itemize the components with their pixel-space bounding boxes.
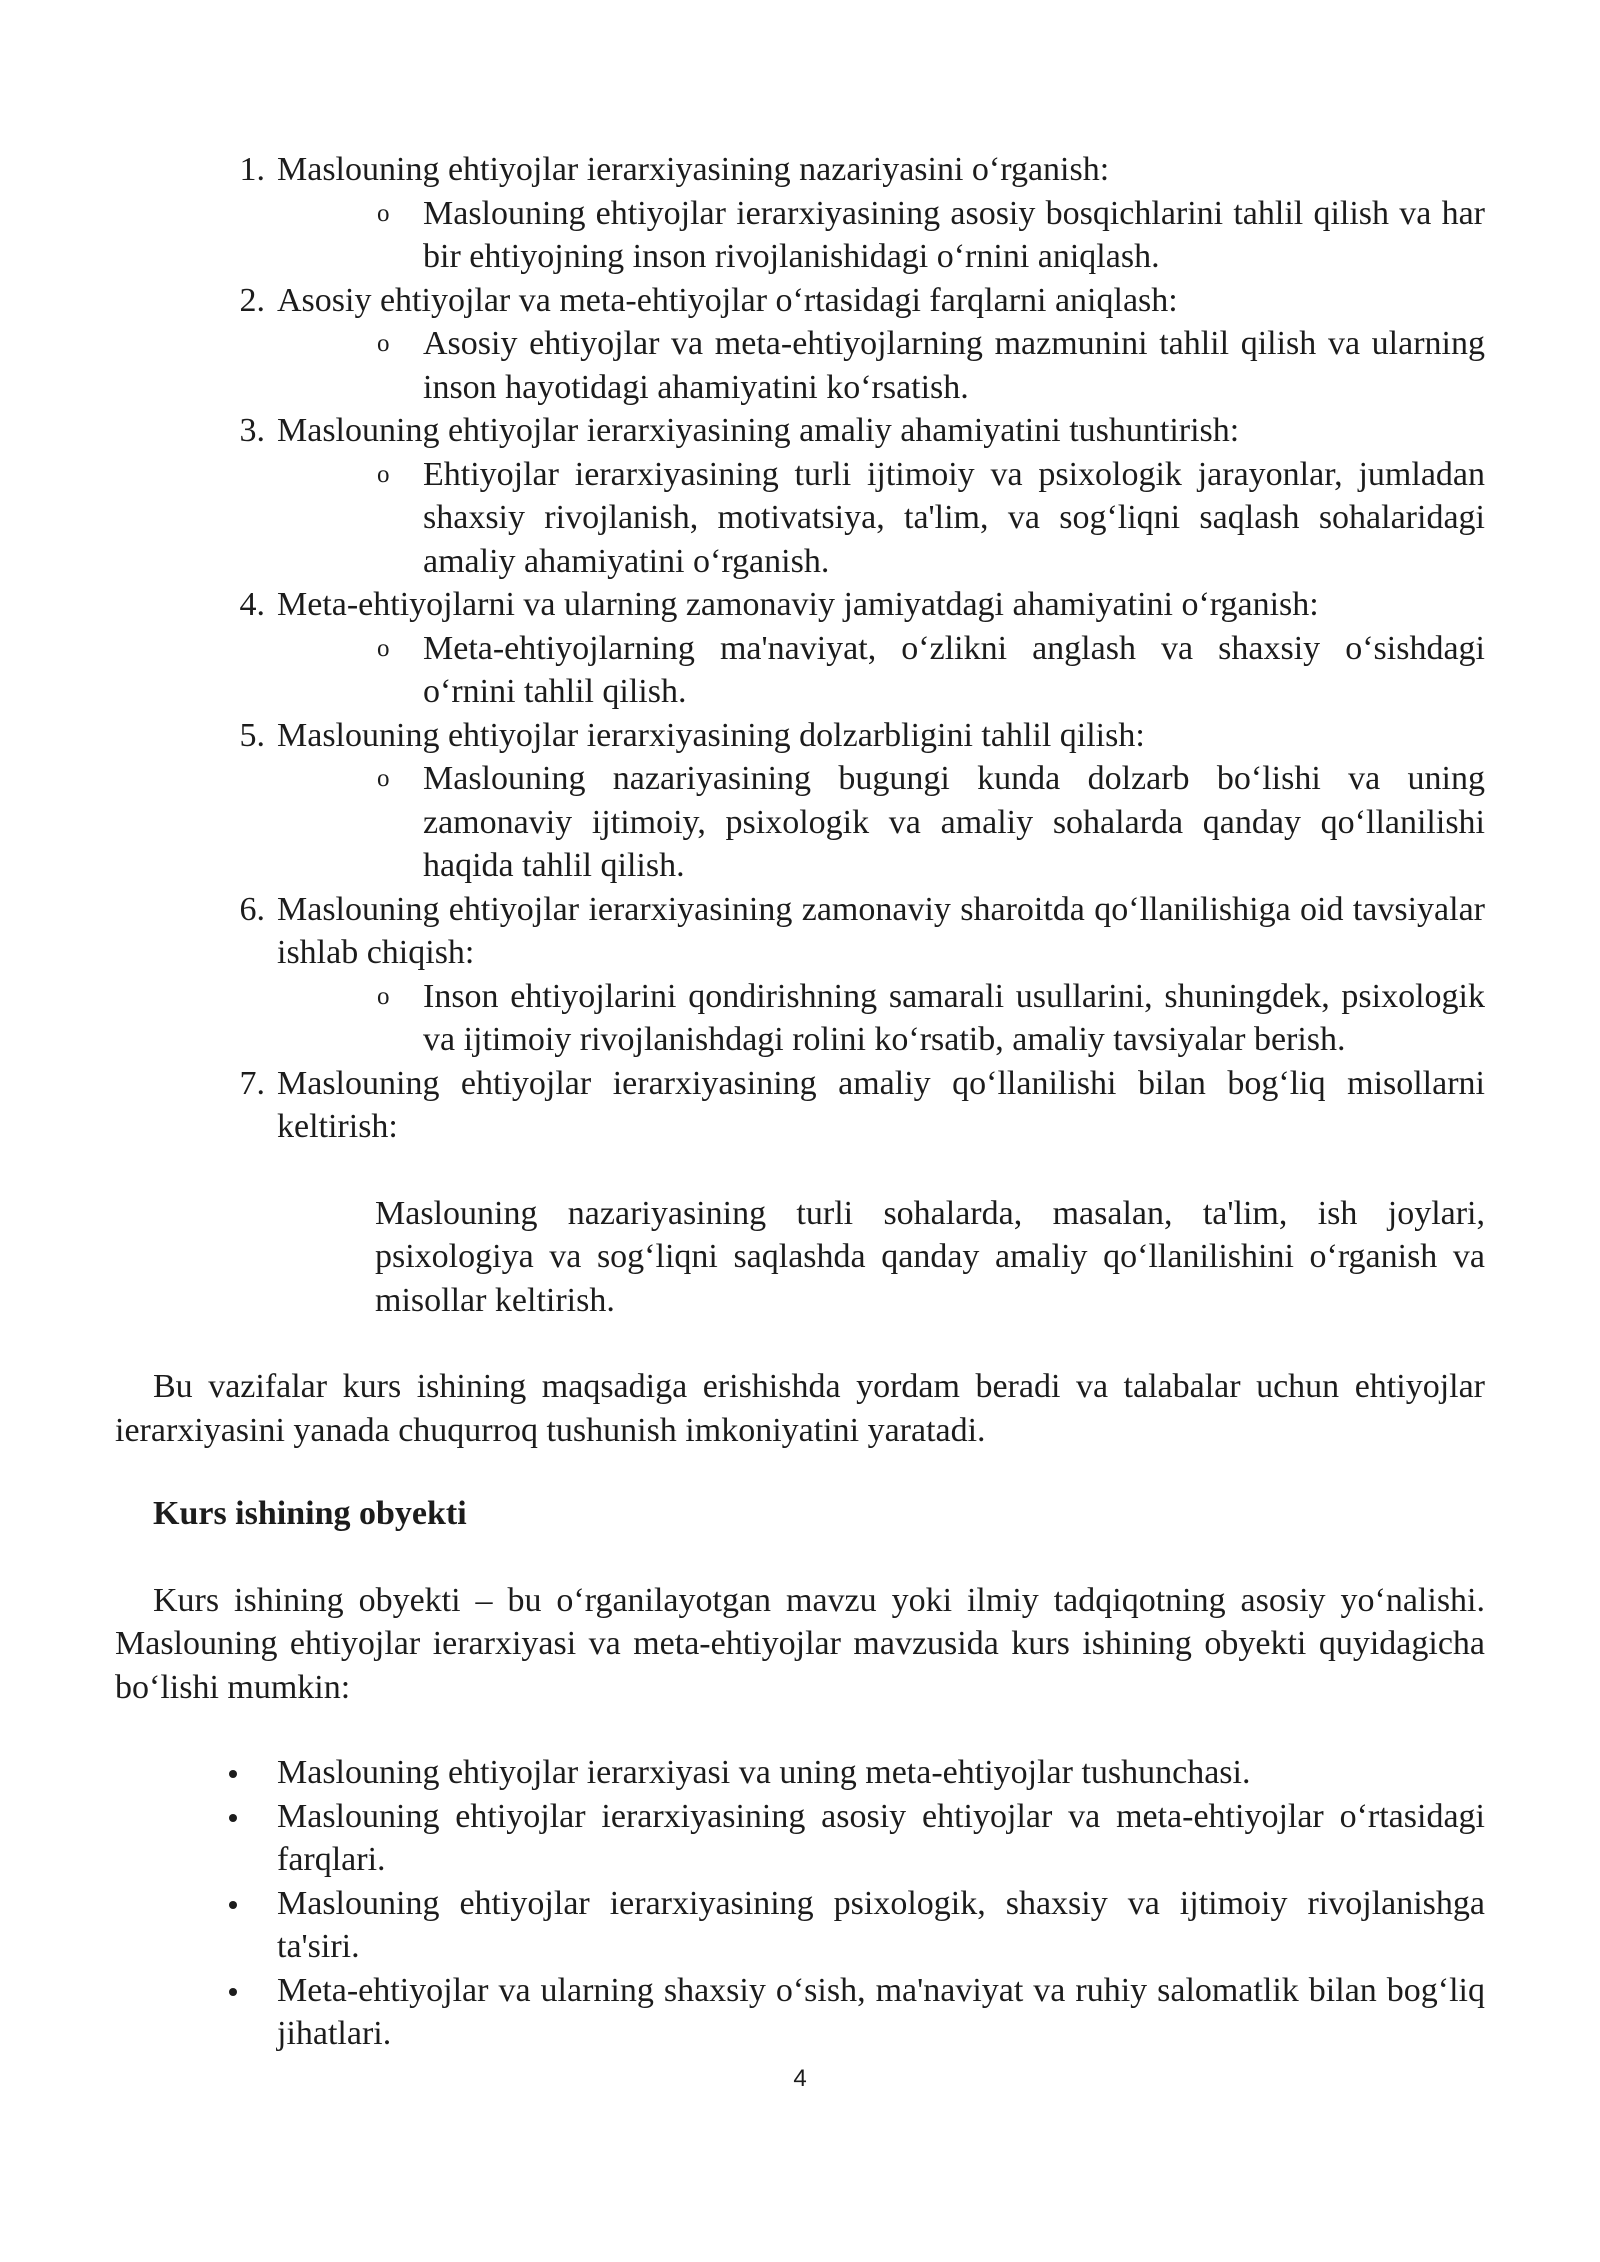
summary-paragraph: Bu vazifalar kurs ishining maqsadiga erishishda yordam beradi va talabalar uchun ehtiyojlar ierarxiyasini yanada chuqurroq tushunish imkoniyatini yaratadi. — [115, 1368, 1485, 1449]
bullet-dot-icon — [229, 1770, 237, 1778]
task-number: 1. — [239, 151, 265, 188]
list-item-text: Maslouning ehtiyojlar ierarxiyasining psixologik, shaxsiy va ijtimoiy rivojlanishga ta'siri. — [277, 1884, 1485, 1965]
list-item — [115, 1969, 1485, 2056]
task-subitem-text: Maslouning ehtiyojlar ierarxiyasining asosiy bosqichlarini tahlil qilish va har bir ehtiyojning inson rivojlanishidagi o‘rnini aniqlash. — [423, 194, 1485, 275]
page-number: 4 — [793, 2065, 807, 2092]
task-number: 7. — [239, 1064, 265, 1102]
task-subitem — [115, 453, 1485, 584]
task-number: 5. — [239, 716, 265, 754]
task-subitem-text: Maslouning nazariyasining bugungi kunda dolzarb bo‘lishi va uning zamonaviy ijtimoiy, psixologik va amaliy sohalarda qanday qo‘llanilishi haqida tahlil qilish. — [423, 760, 1485, 884]
task-subitem-text: Inson ehtiyojlarini qondirishning samarali usullarini, shuningdek, psixologik va ijtimoiy rivojlanishdagi rolini ko‘rsatib, amaliy tavsiyalar berish. — [423, 977, 1485, 1058]
task-subitem-text: Ehtiyojlar ierarxiyasining turli ijtimoiy va psixologik jarayonlar, jumladan shaxsiy rivojlanish, motivatsiya, ta'lim, va sog‘liqni saqlash sohalaridagi amaliy ahamiyatini o‘rganish. — [423, 455, 1485, 580]
list-item-text: Meta-ehtiyojlar va ularning shaxsiy o‘sish, ma'naviyat va ruhiy salomatlik bilan bog‘liq jihatlari. — [277, 1971, 1485, 2052]
task-item — [115, 148, 1485, 192]
task-title: Maslouning ehtiyojlar ierarxiyasining nazariyasini o‘rganish: — [277, 151, 1110, 188]
task-number: 2. — [239, 281, 265, 319]
list-item — [115, 1882, 1485, 1969]
task-item — [115, 409, 1485, 453]
task-number: 4. — [239, 586, 265, 623]
list-item-text: Maslouning ehtiyojlar ierarxiyasining asosiy ehtiyojlar va meta-ehtiyojlar o‘rtasidagi farqlari. — [277, 1797, 1485, 1878]
task-item — [115, 888, 1485, 975]
sub-bullet-mark: o — [377, 982, 390, 1010]
task-subitem — [115, 322, 1485, 409]
sub-bullet-mark: o — [377, 460, 390, 488]
task-subitem-text: Meta-ehtiyojlarning ma'naviyat, o‘zlikni anglash va shaxsiy o‘sishdagi o‘rnini tahlil qilish. — [423, 629, 1485, 710]
bullet-dot-icon — [229, 1901, 237, 1909]
list-item-text: Maslouning ehtiyojlar ierarxiyasi va uning meta-ehtiyojlar tushunchasi. — [277, 1754, 1251, 1791]
list-item — [115, 1751, 1485, 1795]
task-item — [115, 583, 1485, 627]
task-number: 6. — [239, 890, 265, 928]
sub-bullet-mark: o — [377, 634, 390, 662]
task-subitem — [115, 627, 1485, 714]
task-title: Maslouning ehtiyojlar ierarxiyasining zamonaviy sharoitda qo‘llanilishiga oid tavsiyalar ishlab chiqish: — [277, 890, 1485, 971]
section-heading: Kurs ishining obyekti — [153, 1495, 467, 1532]
bullet-dot-icon — [229, 1814, 237, 1822]
task-title: Meta-ehtiyojlarni va ularning zamonaviy jamiyatdagi ahamiyatini o‘rganish: — [277, 586, 1319, 623]
task-title: Maslouning ehtiyojlar ierarxiyasining amaliy ahamiyatini tushuntirish: — [277, 412, 1240, 449]
task-number: 3. — [239, 412, 265, 449]
task-title: Maslouning ehtiyojlar ierarxiyasining amaliy qo‘llanilishi bilan bog‘liq misollarni keltirish: — [277, 1064, 1485, 1145]
task-list — [115, 148, 1485, 1149]
document-page — [115, 148, 1485, 2056]
sub-bullet-mark: o — [377, 330, 390, 357]
task-title: Maslouning ehtiyojlar ierarxiyasining dolzarbligini tahlil qilish: — [277, 716, 1145, 754]
object-bullet-list — [115, 1751, 1485, 2056]
bullet-dot-icon — [229, 1988, 237, 1996]
sub-bullet-mark: o — [377, 765, 390, 792]
task-subitem — [115, 192, 1485, 279]
list-item — [115, 1795, 1485, 1882]
object-paragraph: Kurs ishining obyekti – bu o‘rganilayotgan mavzu yoki ilmiy tadqiqotning asosiy yo‘nalishi. Maslouning ehtiyojlar ierarxiyasi va meta-ehtiyojlar mavzusida kurs ishining obyekti quyidagicha bo‘lishi mumkin: — [115, 1581, 1485, 1706]
task-item — [115, 1062, 1485, 1149]
task-item — [115, 279, 1485, 323]
sub-bullet-mark: o — [377, 199, 390, 227]
task-item — [115, 714, 1485, 758]
task-subitem — [115, 975, 1485, 1062]
task-title: Asosiy ehtiyojlar va meta-ehtiyojlar o‘rtasidagi farqlarni aniqlash: — [277, 281, 1178, 319]
task-7-detail: Maslouning nazariyasining turli sohalarda, masalan, ta'lim, ish joylari, psixologiya va sog‘liqni saqlashda qanday amaliy qo‘llanilishini o‘rganish va misollar keltirish. — [375, 1194, 1485, 1319]
task-subitem — [115, 757, 1485, 888]
task-subitem-text: Asosiy ehtiyojlar va meta-ehtiyojlarning mazmunini tahlil qilish va ularning inson hayotidagi ahamiyatini ko‘rsatish. — [423, 325, 1485, 406]
